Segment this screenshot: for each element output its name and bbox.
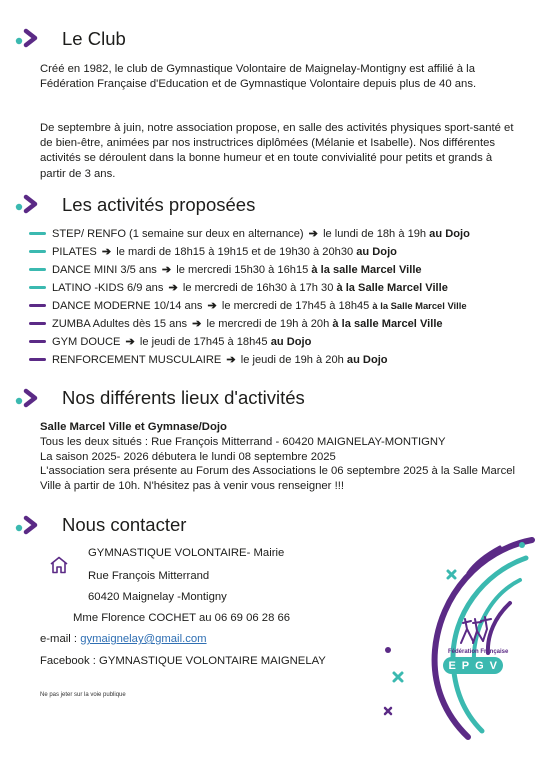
arrow-right-icon: ➔ [161,264,172,276]
activity-schedule: le lundi de 18h à 19h [323,228,427,240]
activity-schedule: le jeudi de 17h45 à 18h45 [139,336,268,348]
activity-name: PILATES [52,246,97,258]
activity-place: à la Salle Marcel Ville [372,300,467,311]
arrow-right-icon: ➔ [125,336,135,348]
activity-item [29,352,388,368]
club-paragraph-1: Créé en 1982, le club de Gymnastique Volontaire de Maignelay-Montigny est affilié à la Fédération Française d'Education et de Gymnastique Volontaire depuis plus de 40 ans. [40,63,477,91]
activity-dash-icon [29,304,46,307]
section-title-activities: Les activités proposées [62,194,256,215]
activity-place: au Dojo [270,336,312,348]
activity-schedule: le mercredi de 19h à 20h [206,318,330,330]
epgv-logo-figures-icon [455,613,495,645]
activity-place: au Dojo [346,354,388,366]
email-label: e-mail : [40,633,81,645]
logo-letter: V [489,659,498,672]
activity-dash-icon [29,250,46,253]
activity-name: DANCE MODERNE 10/14 ans [52,300,203,312]
activity-item [29,280,448,296]
contact-org: GYMNASTIQUE VOLONTAIRE- Mairie [88,547,285,559]
activity-place: au Dojo [356,246,397,258]
activity-name: STEP/ RENFO (1 semaine sur deux en alternance) [52,228,304,240]
activity-item [29,298,467,314]
lieux-season: La saison 2025- 2026 débutera le lundi 08 septembre 2025 [40,450,336,463]
activity-item [29,244,397,260]
activity-dash-icon [29,268,46,271]
lieux-address: Tous les deux situés : Rue François Mitterrand - 60420 MAIGNELAY-MONTIGNY [40,435,446,448]
arrow-right-icon: ➔ [168,282,178,294]
activity-name: DANCE MINI 3/5 ans [52,264,157,276]
activity-dash-icon [29,340,46,343]
footnote: Ne pas jeter sur la voie publique [40,692,126,698]
decorative-swirl-graphic [350,525,543,768]
logo-letter: P [461,659,470,672]
activity-name: RENFORCEMENT MUSCULAIRE [52,354,222,366]
arrow-right-icon: ➔ [308,228,318,240]
contact-email [40,632,207,646]
contact-city: 60420 Maignelay -Montigny [88,591,227,603]
activity-dash-icon [29,286,46,289]
activity-place: à la Salle Marcel Ville [336,282,448,294]
activity-dash-icon [29,358,46,361]
email-link[interactable]: gymaignelay@gmail.com [80,633,207,645]
club-paragraph-2: De septembre à juin, notre association propose, en salle des activités physiques sport-santé et de bien-être, animées par nos instructrices diplômées (Mélanie et Isabelle). Nos différentes activités se déroulent dans la bonne humeur et en toute convivialité pour petits et grands à partir de 3 ans. [40,122,514,180]
section-title-lieux: Nos différents lieux d'activités [62,387,305,408]
activity-item [29,226,470,242]
activity-item [29,262,422,278]
logo-letter: G [475,659,485,672]
home-icon [49,556,69,574]
activity-schedule: le mercredi 15h30 à 16h15 [176,264,309,276]
lieux-subtitle: Salle Marcel Ville et Gymnase/Dojo [40,421,227,433]
logo-letter: E [448,659,457,672]
arrow-right-icon: ➔ [226,354,236,366]
activity-name: GYM DOUCE [52,336,121,348]
activity-schedule: le mercredi de 16h30 à 17h 30 [182,282,334,294]
activity-place: au Dojo [429,228,470,240]
activity-item [29,334,311,350]
arrow-right-icon: ➔ [192,318,202,330]
activity-schedule: le jeudi de 19h à 20h [240,354,344,366]
section-bullet-icon [14,388,42,408]
epgv-logo-badge [443,657,503,674]
activity-place: à la salle Marcel Ville [332,318,443,330]
section-bullet-icon [14,515,42,535]
activity-dash-icon [29,232,46,235]
activity-place: à la salle Marcel Ville [311,264,422,276]
section-title-contact: Nous contacter [62,514,187,535]
arrow-right-icon: ➔ [207,300,217,312]
activity-dash-icon [29,322,46,325]
activity-name: ZUMBA Adultes dès 15 ans [52,318,188,330]
activity-schedule: le mercredi de 17h45 à 18h45 [221,300,370,312]
section-bullet-icon [14,28,42,48]
lieux-forum: L'association sera présente au Forum des Associations le 06 septembre 2025 à la Salle Marcel Ville à partir de 10h. N'hésitez pas à venir vous renseigner !!! [40,465,516,493]
lieux-block [40,420,520,494]
activity-item [29,316,443,332]
contact-person: Mme Florence COCHET au 06 69 06 28 66 [73,612,291,624]
section-title-club: Le Club [62,28,126,49]
contact-street: Rue François Mitterrand [88,570,210,582]
epgv-logo-federation-text: Fédération Française [448,649,509,655]
arrow-right-icon: ➔ [101,246,112,258]
activity-schedule: le mardi de 18h15 à 19h15 et de 19h30 à 20h30 [116,246,354,258]
section-bullet-icon [14,194,42,214]
activity-name: LATINO -KIDS 6/9 ans [52,282,164,294]
contact-facebook: Facebook : GYMNASTIQUE VOLONTAIRE MAIGNELAY [40,655,326,667]
